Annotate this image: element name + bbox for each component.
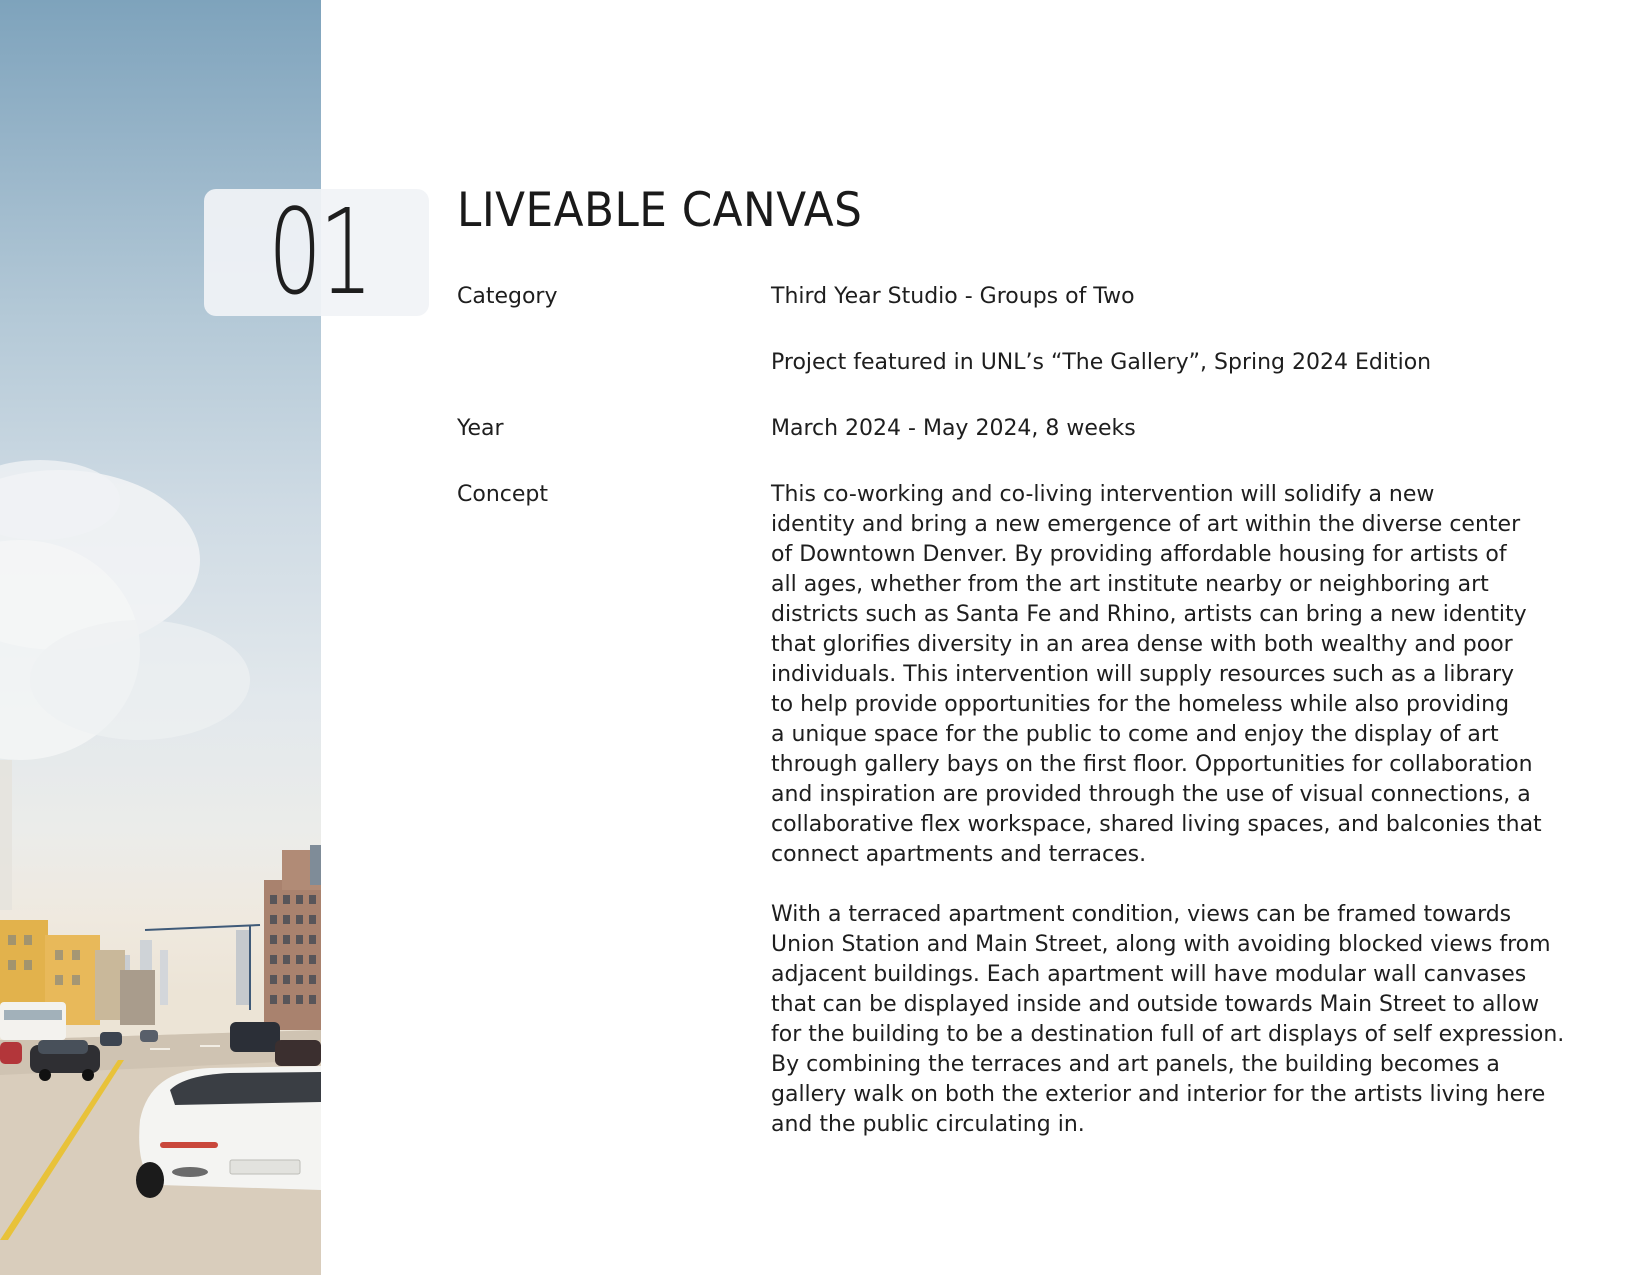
concept-line: connect apartments and terraces. bbox=[771, 842, 1147, 867]
project-title: LIVEABLE CANVAS bbox=[457, 183, 863, 238]
concept-line: through gallery bays on the first floor. Opportunities for collaboration bbox=[771, 752, 1533, 777]
concept-paragraph-2 bbox=[771, 900, 1591, 1140]
category-label: Category bbox=[457, 284, 558, 309]
category-value: Third Year Studio - Groups of Two bbox=[771, 284, 1135, 309]
concept-line: adjacent buildings. Each apartment will have modular wall canvases bbox=[771, 962, 1527, 987]
concept-line: identity and bring a new emergence of art within the diverse center bbox=[771, 512, 1521, 537]
concept-line: that glorifies diversity in an area dense with both wealthy and poor bbox=[771, 632, 1513, 657]
concept-line: collaborative flex workspace, shared living spaces, and balconies that bbox=[771, 812, 1542, 837]
concept-label: Concept bbox=[457, 482, 548, 507]
concept-line: gallery walk on both the exterior and interior for the artists living here bbox=[771, 1082, 1546, 1107]
concept-line: all ages, whether from the art institute nearby or neighboring art bbox=[771, 572, 1489, 597]
project-number-badge bbox=[204, 183, 429, 321]
concept-line: districts such as Santa Fe and Rhino, artists can bring a new identity bbox=[771, 602, 1527, 627]
concept-line: a unique space for the public to come and enjoy the display of art bbox=[771, 722, 1499, 747]
concept-paragraph-1 bbox=[771, 480, 1591, 870]
concept-line: This co-working and co-living intervention will solidify a new bbox=[771, 482, 1435, 507]
year-value: March 2024 - May 2024, 8 weeks bbox=[771, 416, 1136, 441]
concept-line: that can be displayed inside and outside towards Main Street to allow bbox=[771, 992, 1540, 1017]
concept-line: and inspiration are provided through the use of visual connections, a bbox=[771, 782, 1531, 807]
concept-line: individuals. This intervention will supply resources such as a library bbox=[771, 662, 1515, 687]
concept-line: of Downtown Denver. By providing affordable housing for artists of bbox=[771, 542, 1507, 567]
concept-line: for the building to be a destination full of art displays of self expression. bbox=[771, 1022, 1565, 1047]
concept-line: With a terraced apartment condition, views can be framed towards bbox=[771, 902, 1512, 927]
featured-note: Project featured in UNL’s “The Gallery”, Spring 2024 Edition bbox=[771, 350, 1432, 375]
concept-line: Union Station and Main Street, along with avoiding blocked views from bbox=[771, 932, 1551, 957]
concept-line: By combining the terraces and art panels, the building becomes a bbox=[771, 1052, 1500, 1077]
concept-line: to help provide opportunities for the homeless while also providing bbox=[771, 692, 1510, 717]
concept-line: and the public circulating in. bbox=[771, 1112, 1085, 1137]
project-number: 01 bbox=[268, 183, 371, 321]
year-label: Year bbox=[457, 416, 504, 441]
